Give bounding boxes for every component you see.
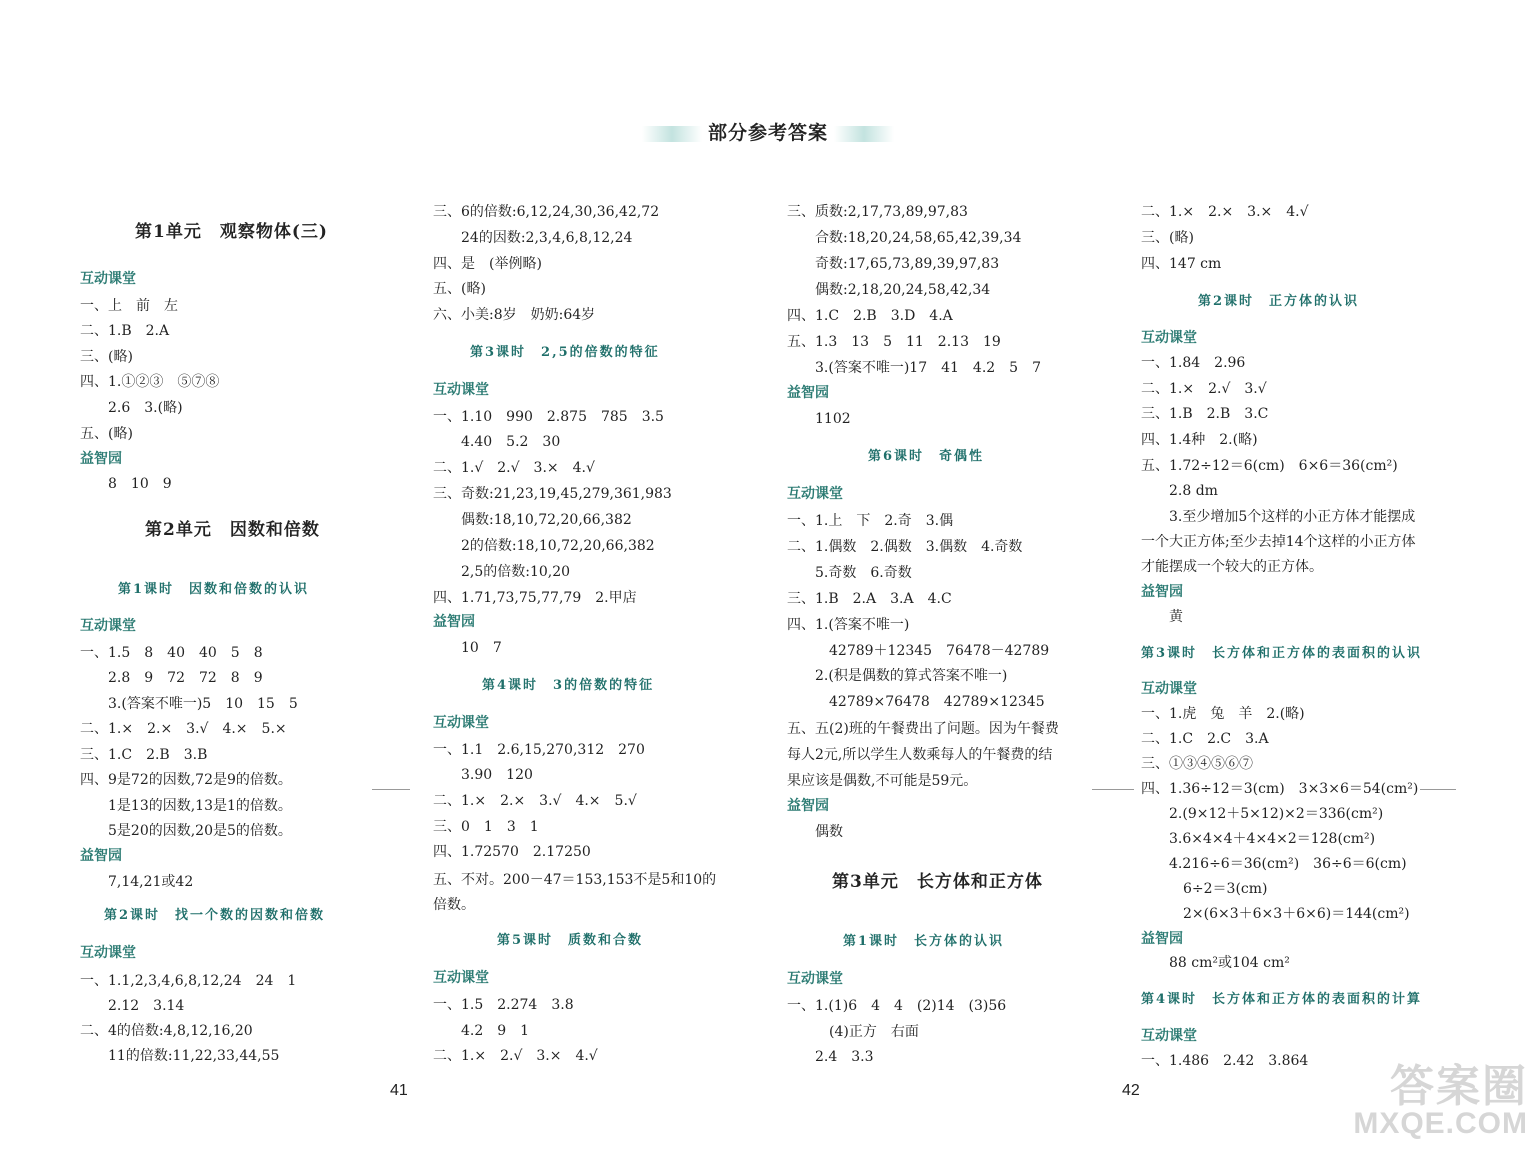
answer-line: 二、1.C 2.C 3.A [1141,731,1269,747]
answer-line: 偶数:2,18,20,24,58,42,34 [815,282,991,298]
section-label: 益智园 [1141,584,1183,600]
answer-line: 3.(答案不唯一)17 41 4.2 5 7 [815,360,1041,376]
answer-line: 四、1.①②③ ⑤⑦⑧ [80,374,220,390]
answer-line: 二、1.× 2.× 3.√ 4.× 5.× [80,721,287,737]
section-label: 益智园 [80,451,122,467]
answer-line: 2.(积是偶数的算式答案不唯一) [815,668,1008,684]
answer-line: 2.12 3.14 [108,998,185,1014]
answer-line: 一、1.84 2.96 [1141,355,1246,371]
answer-line: (4)正方 右面 [829,1024,919,1040]
answer-line: 88 cm²或104 cm² [1169,955,1290,971]
answer-line: 4.40 5.2 30 [461,434,561,450]
answer-line: 三、1.B 2.B 3.C [1141,406,1269,422]
title-decoration [834,126,894,142]
answer-line: 一、1.10 990 2.875 785 3.5 [433,409,664,425]
answer-line: 2.8 dm [1169,483,1218,499]
lesson-heading: 第3课时 长方体和正方体的表面积的认识 [1141,646,1423,661]
answer-line: 一、1.1 2.6,15,270,312 270 [433,742,645,758]
answer-line: 倍数。 [433,897,475,913]
page-number-right: 42 [1122,1082,1140,1099]
section-label: 益智园 [80,848,122,864]
answer-line: 才能摆成一个较大的正方体。 [1141,559,1323,575]
answer-line: 一、1.虎 兔 羊 2.(略) [1141,706,1305,722]
title-decoration [642,126,702,142]
answer-line: 2.(9×12＋5×12)×2＝336(cm²) [1169,806,1384,822]
answer-line: 五、(略) [433,281,486,297]
answer-line: 四、9是72的因数,72是9的倍数。 [80,772,292,788]
answer-line: 二、1.× 2.× 3.× 4.√ [1141,204,1309,220]
answer-line: 一、1.486 2.42 3.864 [1141,1053,1309,1069]
answer-line: 五、不对。200－47＝153,153不是5和10的 [433,872,717,888]
watermark-logo-text: 答案圈 [1390,1062,1528,1111]
answer-line: 一、1.1,2,3,4,6,8,12,24 24 1 [80,973,297,989]
answer-line: 42789＋12345 76478－42789 [829,643,1050,659]
page-title-text: 部分参考答案 [707,122,828,144]
answer-line: 11的倍数:11,22,33,44,55 [108,1048,280,1064]
answer-line: 二、1.√ 2.√ 3.× 4.√ [433,460,595,476]
lesson-heading: 第2课时 正方体的认识 [1198,294,1360,309]
section-label: 互动课堂 [1141,1028,1197,1044]
answer-line: 三、1.C 2.B 3.B [80,747,208,763]
answer-line: 三、(略) [1141,230,1194,246]
answer-line: 2,5的倍数:10,20 [461,564,571,580]
section-label: 互动课堂 [80,271,136,287]
answer-line: 5是20的因数,20是5的倍数。 [108,823,292,839]
answer-line: 6÷2＝3(cm) [1183,881,1268,897]
lesson-heading: 第6课时 奇偶性 [868,449,985,464]
section-label: 益智园 [433,614,475,630]
answer-line: 4.216÷6＝36(cm²) 36÷6＝6(cm) [1169,856,1407,872]
divider-line [1092,789,1134,790]
answer-line: 二、1.× 2.× 3.√ 4.× 5.√ [433,793,637,809]
answer-line: 一、1.上 下 2.奇 3.偶 [787,513,954,529]
answer-line: 四、1.72570 2.17250 [433,844,591,860]
section-label: 益智园 [787,385,829,401]
section-label: 互动课堂 [433,970,489,986]
answer-line: 3.(答案不唯一)5 10 15 5 [108,696,298,712]
answer-line: 7,14,21或42 [108,874,194,890]
answer-line: 5.奇数 6.奇数 [815,565,912,581]
answer-line: 合数:18,20,24,58,65,42,39,34 [815,230,1022,246]
unit-heading: 第3单元 长方体和正方体 [832,872,1043,892]
answer-line: 五、五(2)班的午餐费出了问题。因为午餐费 [787,721,1059,737]
divider-line [372,789,410,790]
unit-heading: 第2单元 因数和倍数 [145,520,320,540]
answer-line: 偶数:18,10,72,20,66,382 [461,512,632,528]
answer-line: 六、小美:8岁 奶奶:64岁 [433,307,596,323]
answer-line: 奇数:17,65,73,89,39,97,83 [815,256,1000,272]
answer-line: 四、是 (举例略) [433,256,542,272]
lesson-heading: 第1课时 长方体的认识 [843,934,1005,949]
answer-line: 四、147 cm [1141,256,1222,272]
section-label: 互动课堂 [433,382,489,398]
answer-line: 2.8 9 72 72 8 9 [108,670,263,686]
lesson-heading: 第3课时 2,5的倍数的特征 [470,345,660,360]
lesson-heading: 第1课时 因数和倍数的认识 [118,582,310,597]
section-label: 互动课堂 [1141,681,1197,697]
answer-line: 三、1.B 2.A 3.A 4.C [787,591,952,607]
watermark-url: MXQE.COM [1353,1107,1528,1140]
lesson-heading: 第4课时 长方体和正方体的表面积的计算 [1141,992,1423,1007]
answer-line: 四、1.36÷12＝3(cm) 3×3×6＝54(cm²) [1141,781,1419,797]
answer-line: 4.2 9 1 [461,1023,530,1039]
section-label: 益智园 [1141,931,1183,947]
lesson-heading: 第4课时 3的倍数的特征 [482,678,655,693]
section-label: 互动课堂 [80,945,136,961]
answer-line: 三、(略) [80,349,133,365]
lesson-heading: 第5课时 质数和合数 [497,933,644,948]
answer-line: 二、4的倍数:4,8,12,16,20 [80,1023,253,1039]
lesson-heading: 第2课时 找一个数的因数和倍数 [104,908,326,923]
page-title [0,118,1536,145]
page-number-left: 41 [390,1082,408,1099]
answer-line: 黄 [1169,609,1183,625]
answer-line: 一、1.5 8 40 40 5 8 [80,645,263,661]
answer-line: 偶数 [815,824,843,840]
section-label: 互动课堂 [787,486,843,502]
answer-line: 三、0 1 3 1 [433,819,539,835]
answer-line: 四、1.(答案不唯一) [787,617,910,633]
answer-line: 42789×76478 42789×12345 [829,694,1045,710]
answer-line: 果应该是偶数,不可能是59元。 [787,773,978,789]
answer-line: 24的因数:2,3,4,6,8,12,24 [461,230,633,246]
answer-line: 二、1.偶数 2.偶数 3.偶数 4.奇数 [787,539,1023,555]
answer-line: 四、1.C 2.B 3.D 4.A [787,308,953,324]
section-label: 互动课堂 [1141,330,1197,346]
answer-line: 2的倍数:18,10,72,20,66,382 [461,538,655,554]
section-label: 益智园 [787,798,829,814]
answer-line: 2.4 3.3 [815,1049,874,1065]
answer-line: 四、1.4种 2.(略) [1141,432,1258,448]
divider-line [1420,789,1456,790]
answer-line: 一、1.(1)6 4 4 (2)14 (3)56 [787,998,1007,1014]
section-label: 互动课堂 [787,971,843,987]
answer-line: 一、上 前 左 [80,298,178,314]
answer-line: 1是13的因数,13是1的倍数。 [108,798,292,814]
answer-line: 2.6 3.(略) [108,400,183,416]
answer-line: 二、1.B 2.A [80,323,170,339]
answer-line: 三、6的倍数:6,12,24,30,36,42,72 [433,204,660,220]
answer-line: 二、1.× 2.√ 3.√ [1141,381,1267,397]
answer-line: 1102 [815,411,851,427]
answer-line: 3.至少增加5个这样的小正方体才能摆成 [1169,509,1416,525]
unit-heading: 第1单元 观察物体(三) [135,222,328,242]
answer-line: 三、①③④⑤⑥⑦ [1141,756,1253,772]
answer-line: 四、1.71,73,75,77,79 2.甲店 [433,590,637,606]
answer-line: 三、奇数:21,23,19,45,279,361,983 [433,486,672,502]
answer-line: 每人2元,所以学生人数乘每人的午餐费的结 [787,747,1053,763]
answer-line: 10 7 [461,640,502,656]
answer-line: 一、1.5 2.274 3.8 [433,997,574,1013]
watermark [1353,1062,1528,1140]
answer-line: 二、1.× 2.√ 3.× 4.√ [433,1048,598,1064]
answer-line: 3.6×4×4＋4×4×2＝128(cm²) [1169,831,1376,847]
answer-line: 8 10 9 [108,476,172,492]
answer-line: 一个大正方体;至少去掉14个这样的小正方体 [1141,534,1416,550]
answer-line: 五、(略) [80,426,133,442]
section-label: 互动课堂 [80,618,136,634]
answer-line: 五、1.3 13 5 11 2.13 19 [787,334,1001,350]
answer-line: 三、质数:2,17,73,89,97,83 [787,204,968,220]
answer-line: 3.90 120 [461,767,533,783]
section-label: 互动课堂 [433,715,489,731]
answer-line: 五、1.72÷12＝6(cm) 6×6＝36(cm²) [1141,458,1398,474]
answer-line: 2×(6×3＋6×3＋6×6)＝144(cm²) [1183,906,1410,922]
